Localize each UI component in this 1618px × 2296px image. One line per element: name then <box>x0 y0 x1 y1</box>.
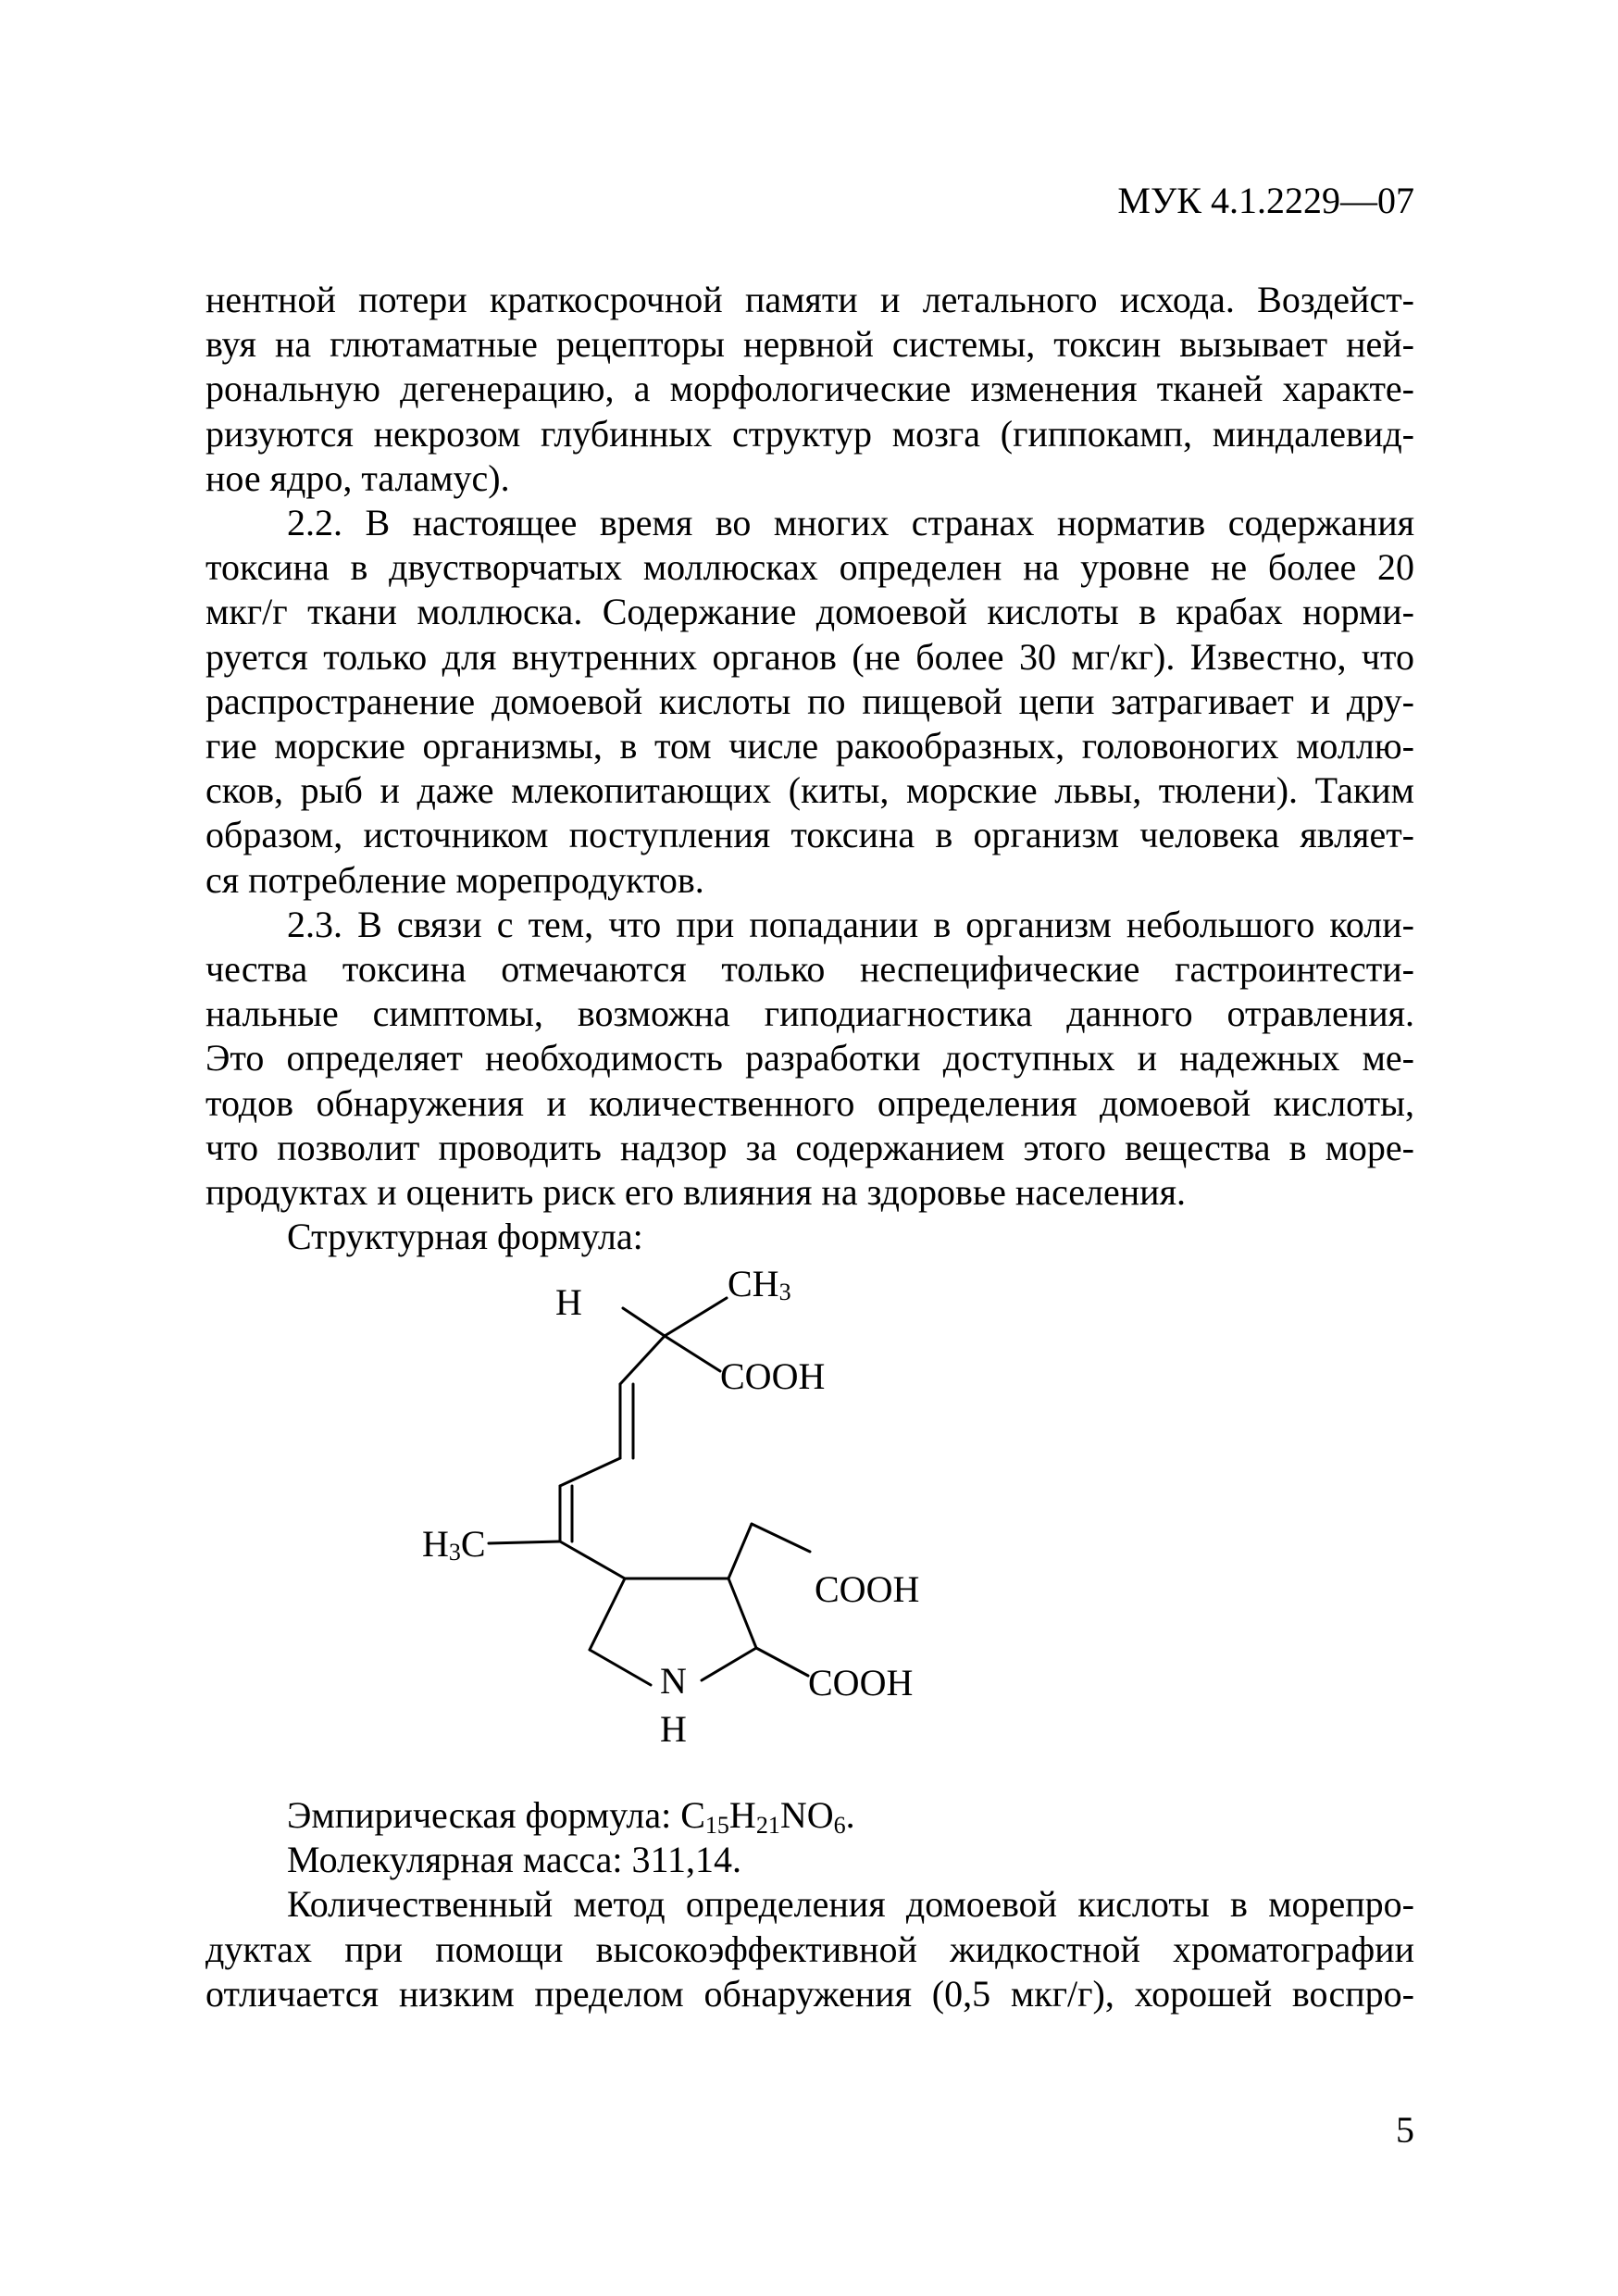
structural-formula-label: Структурная формула: <box>287 1216 643 1258</box>
bond <box>728 1524 752 1578</box>
h3c-group: $H_3C$ <box>422 1523 486 1566</box>
text-line: сков, рыб и даже млекопитающих (киты, морские львы, тюлени). Таким <box>205 769 1414 812</box>
bond <box>665 1336 720 1371</box>
bond <box>702 1648 756 1680</box>
bond <box>620 1336 665 1384</box>
h-atom-top: H <box>555 1281 582 1323</box>
cooh-group-top: COOH <box>720 1355 826 1397</box>
text-line: Количественный метод определения домоевой кислоты в морепро- <box>287 1883 1414 1926</box>
bond <box>560 1458 620 1486</box>
text-line: что позволит проводить надзор за содержанием этого вещества в море- <box>205 1126 1414 1168</box>
text-line: продуктах и оценить риск его влияния на здоровье населения. <box>205 1171 1186 1214</box>
body-text-lower <box>205 1793 1414 2016</box>
text-line: образом, источником поступления токсина в организм человека являет- <box>205 814 1414 856</box>
text-line: дуктах при помощи высокоэффективной жидкостной хроматографии <box>205 1928 1414 1970</box>
bond <box>590 1650 651 1685</box>
text-line: ное ядро, таламус). <box>205 456 510 499</box>
text-line: нентной потери краткосрочной памяти и летального исхода. Воздейст- <box>205 279 1414 320</box>
cooh-group-middle: COOH <box>815 1568 920 1610</box>
text-line: токсина в двустворчатых моллюсках определен на уровне не более 20 <box>205 546 1414 589</box>
bond <box>752 1524 810 1552</box>
bond <box>756 1648 808 1676</box>
text-line: распространение домоевой кислоты по пищевой цепи затрагивает и дру- <box>205 680 1414 722</box>
bond <box>623 1308 665 1336</box>
bond <box>560 1541 625 1578</box>
text-line: 2.3. В связи с тем, что при попадании в организм небольшого коли- <box>287 903 1414 945</box>
text-line: тодов обнаружения и количественного определения домоевой кислоты, <box>205 1081 1414 1124</box>
nitrogen-atom: N <box>660 1660 687 1702</box>
bond <box>590 1578 625 1650</box>
text-line: ся потребление морепродуктов. <box>205 858 704 901</box>
bond <box>489 1541 560 1543</box>
molecular-mass: Молекулярная масса: 311,14. <box>287 1839 741 1881</box>
page-number: 5 <box>1396 2109 1414 2151</box>
text-line: отличается низким пределом обнаружения (0,5 мкг/г), хорошей воспро- <box>205 1972 1414 2015</box>
document-code: МУК 4.1.2229—07 <box>1117 180 1414 221</box>
empirical-formula: Эмпирическая формула: $C_{15}H_{21}NO_6$. <box>287 1794 855 1839</box>
text-line: Это определяет необходимость разработки доступных и надежных ме- <box>205 1037 1414 1079</box>
text-line: вуя на глютаматные рецепторы нервной системы, токсин вызывает ней- <box>205 323 1414 366</box>
text-line: нальные симптомы, возможна гиподиагностика данного отравления. <box>205 992 1414 1035</box>
cooh-group-bottom: COOH <box>808 1662 914 1703</box>
text-line: руется только для внутренних органов (не более 30 мг/кг). Известно, что <box>205 635 1414 678</box>
text-line: чества токсина отмечаются только неспецифические гастроинтести- <box>205 948 1414 991</box>
bond <box>728 1578 756 1648</box>
text-line: мкг/г ткани моллюска. Содержание домоевой кислоты в крабах норми- <box>205 591 1414 633</box>
nh-hydrogen-atom: H <box>660 1708 687 1750</box>
text-line: гие морские организмы, в том числе ракообразных, головоногих моллю- <box>205 725 1414 767</box>
bond <box>665 1298 727 1336</box>
text-line: 2.2. В настоящее время во многих странах норматив содержания <box>287 502 1414 544</box>
ch3-group-top: $CH_3$ <box>728 1263 791 1305</box>
text-line: рональную дегенерацию, а морфологические изменения тканей характе- <box>205 368 1414 410</box>
text-line: ризуются некрозом глубинных структур мозга (гиппокамп, миндалевид- <box>205 412 1414 455</box>
